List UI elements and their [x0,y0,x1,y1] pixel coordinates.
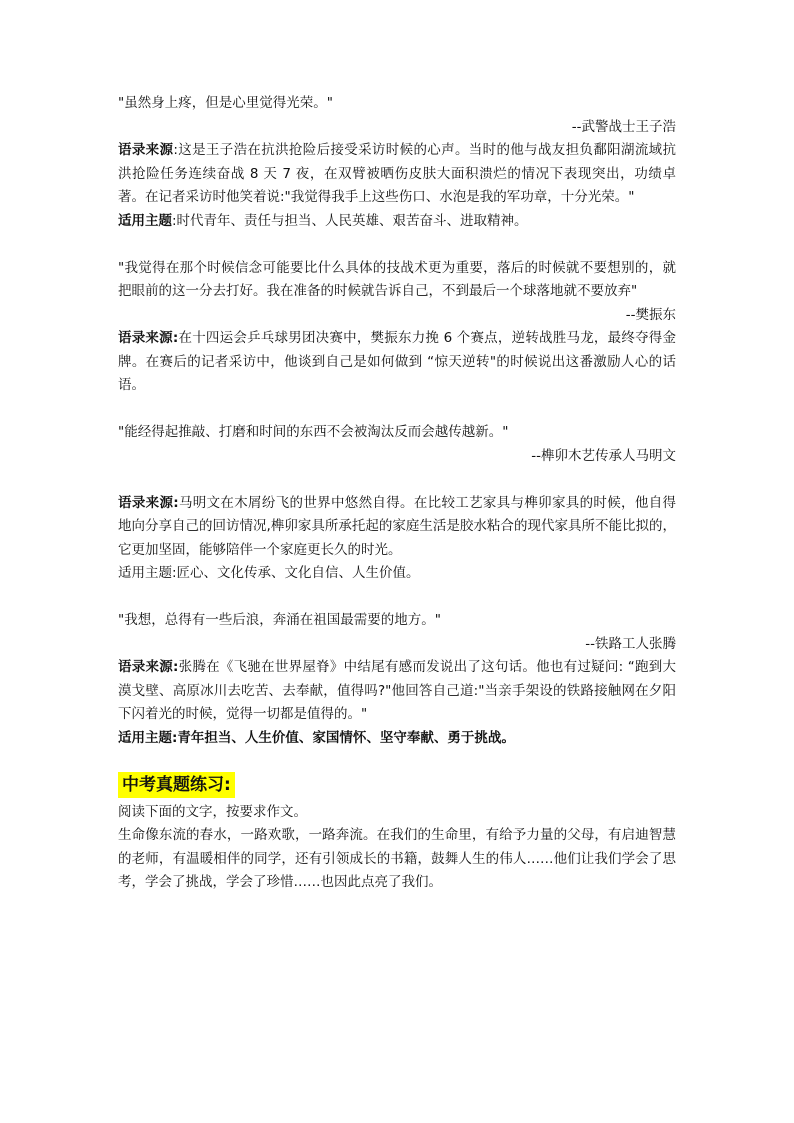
source-label: 语录来源: [118,494,179,511]
quote-theme: 适用主题:匠心、文化传承、文化自信、人生价值。 [118,565,420,581]
spacer [118,586,676,610]
quote-author: --榫卯木艺传承人马明文 [531,447,676,464]
document-page [118,92,676,895]
theme-label: 适用主题: [118,729,178,746]
quote-source [118,492,676,563]
source-text: 在十四运会乒乓球男团决赛中，樊振东力挽 6 个赛点，逆转战胜马龙，最终夺得金牌。在赛后的记者采访中，他谈到自己是如何做到 “惊天逆转"的时候说出这番激励人心的话语。 [118,330,677,393]
source-label: 语录来源 [118,142,174,158]
quote-theme [118,727,676,751]
theme-text: :时代青年、责任与担当、人民英雄、艰苦奋斗、进取精神。 [172,212,528,229]
quote-source [118,139,676,210]
quote-text: "我觉得在那个时候信念可能要比什么具体的技战术更为重要，落后的时候就不要想别的，就把眼前的这一分去打好。我在准备的时候就告诉自己，不到最后一个球落地就不要放弃" [118,259,676,299]
exam-heading-wrap [118,772,676,799]
spacer [118,750,676,764]
exam-body: 生命像东流的春水，一路欢歌，一路奔流。在我们的生命里，有给予力量的父母，有启迪智慧的老师，有温暖相伴的同学，还有引领成长的书籍，鼓舞人生的伟人……他们让我们学会了思考，学会了挑战，学会了珍惜……也因此点亮了我们。 [118,827,676,890]
source-text: :这是王子浩在抗洪抢险后接受采访时候的心声。当时的他与战友担负鄱阳湖流域抗洪抢险任务连续奋战 8 天 7 夜，在双臂被晒伤皮肤大面积溃烂的情况下表现突出，功绩卓著。在记者采访时他笑着说:"我觉得我手上这些伤口、水泡是我的军功章，十分光荣。" [118,142,676,205]
source-label: 语录来源: [118,659,179,675]
quote-text: "能经得起推敲、打磨和时间的东西不会被淘汰反而会越传越新。" [118,424,509,440]
source-label: 语录来源: [118,330,179,346]
quote-text: "我想，总得有一些后浪，奔涌在祖国最需要的地方。" [118,612,441,628]
quote-source [118,327,676,398]
theme-label: 适用主题 [118,212,172,229]
quote-author: --铁路工人张腾 [585,635,676,652]
spacer [118,398,676,422]
quote-text: "虽然身上疼，但是心里觉得光荣。" [118,95,333,111]
exam-heading: 中考真题练习: [118,772,235,798]
quote-author: --樊振东 [625,306,676,323]
quote-source [118,656,676,727]
quote-author: --武警战士王子浩 [571,118,676,135]
source-text: 张腾在《飞驰在世界屋脊》中结尾有感而发说出了这句话。他也有过疑问: “跑到大漠戈壁、高原冰川去吃苦、去奉献，值得吗?"他回答自己道:"当亲手架设的铁路接触网在夕阳下闪着光的时候，觉得一切都是值得的。" [118,659,676,722]
source-text: 马明文在木屑纷飞的世界中悠然自得。在比较工艺家具与榫卯家具的时候，他自得地向分享自己的回访情况,榫卯家具所承托起的家庭生活是胶水粘合的现代家具所不能比拟的，它更加坚固，能够陪伴一个家庭更长久的时光。 [118,494,677,558]
spacer [118,468,676,492]
quote-theme [118,210,676,234]
spacer [118,233,676,257]
exam-instruction: 阅读下面的文字，按要求作文。 [118,803,307,820]
theme-text: 青年担当、人生价值、家国情怀、坚守奉献、勇于挑战。 [177,729,515,746]
